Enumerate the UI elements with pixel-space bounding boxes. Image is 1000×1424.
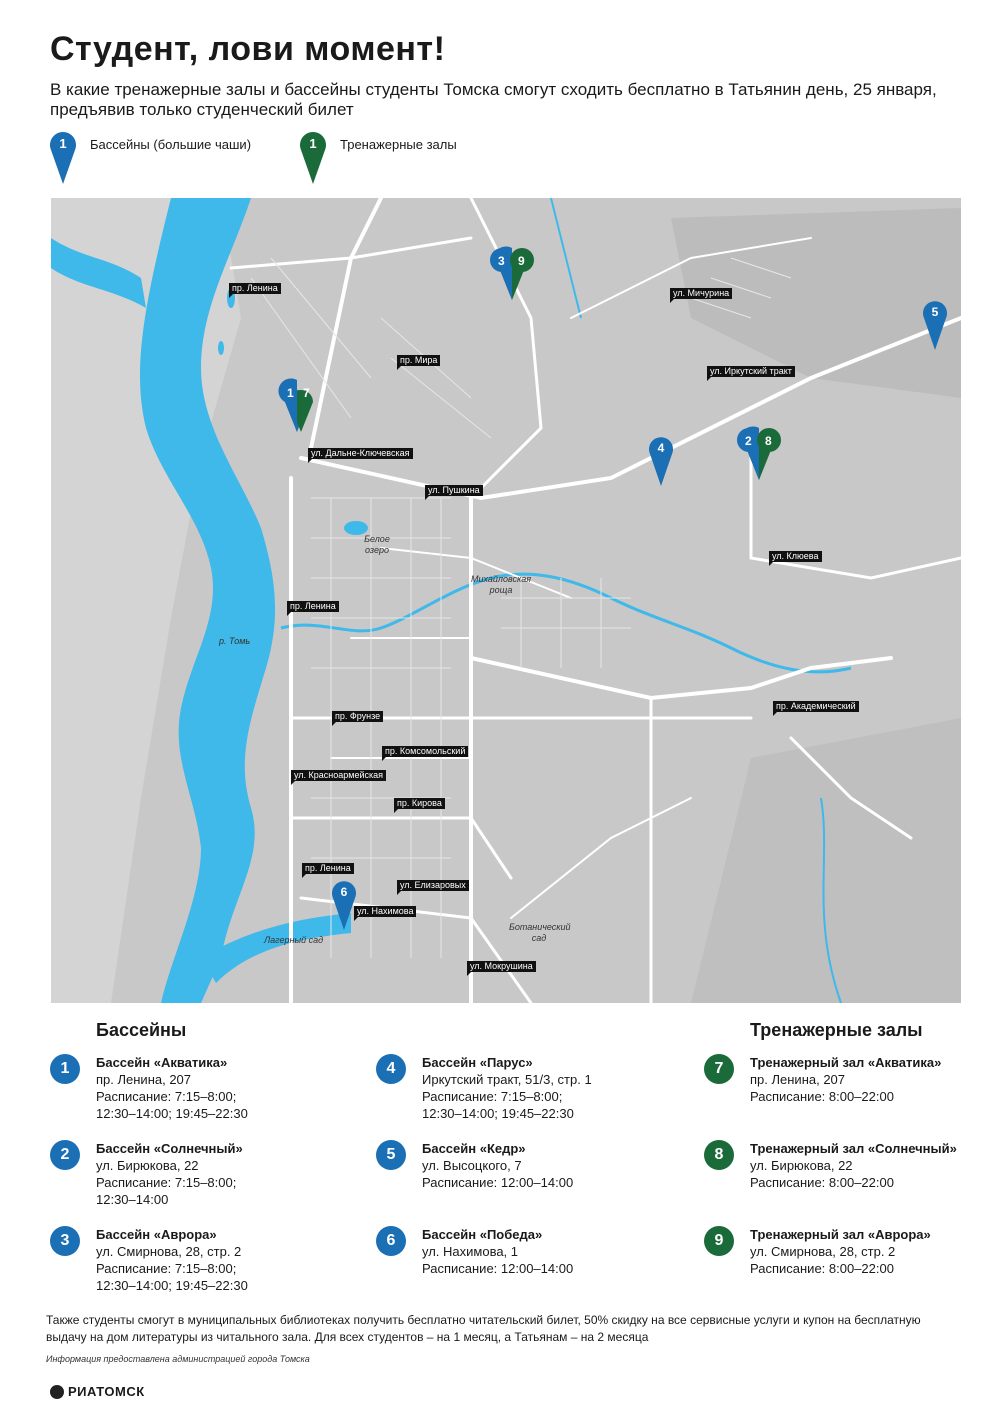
ria-tomsk-logo[interactable] xyxy=(50,1384,145,1399)
map-background xyxy=(51,198,961,1003)
street-label: пр. Ленина xyxy=(302,863,354,874)
svg-text:8: 8 xyxy=(765,434,772,448)
map-marker-5[interactable] xyxy=(923,298,947,350)
number-badge: 9 xyxy=(704,1226,734,1256)
street-label: пр. Ленина xyxy=(229,283,281,294)
logo-text: РИАТОМСК xyxy=(68,1384,145,1399)
street-label: пр. Фрунзе xyxy=(332,711,383,722)
venue-name: Бассейн «Парус» xyxy=(422,1055,533,1070)
venue-entry xyxy=(50,1054,340,1134)
venue-name: Тренажерный зал «Акватика» xyxy=(750,1055,942,1070)
venue-entry xyxy=(50,1226,340,1306)
street-label: ул. Дальне-Ключевская xyxy=(308,448,413,459)
blue-pin-icon xyxy=(50,130,76,184)
logo-icon xyxy=(50,1385,64,1399)
street-label: ул. Елизаровых xyxy=(397,880,469,891)
street-label: ул. Мокрушина xyxy=(467,961,536,972)
svg-text:1: 1 xyxy=(59,136,67,151)
footer-note: Также студенты смогут в муниципальных библиотеках получить бесплатно читательский билет, 50% скидку на все сервисные услуги и купон на бесплатную выдачу на дом литературы из читального зала. Для всех студентов – на 1 месяц, а Татьянам – на 2 месяца xyxy=(46,1313,921,1344)
venue-line: Расписание: 7:15–8:00; xyxy=(96,1175,237,1190)
venue-entry xyxy=(704,1140,994,1220)
venue-name: Бассейн «Кедр» xyxy=(422,1141,526,1156)
number-badge: 5 xyxy=(376,1140,406,1170)
venue-line: Расписание: 7:15–8:00; xyxy=(96,1089,237,1104)
venue-line: ул. Бирюкова, 22 xyxy=(750,1158,853,1173)
place-label: Лагерный сад xyxy=(264,935,324,945)
map-marker-6[interactable] xyxy=(332,878,356,930)
venue-entry xyxy=(50,1140,340,1220)
legend-pools-label: Бассейны (большие чаши) xyxy=(90,137,252,152)
street-label: ул. Мичурина xyxy=(670,288,732,299)
source-note: Информация предоставлена администрацией города Томска xyxy=(46,1354,310,1364)
page-subtitle: В какие тренажерные залы и бассейны студенты Томска смогут сходить бесплатно в Татьянин день, 25 января, предъявив только студенческий билет xyxy=(50,80,937,119)
venue-line: Расписание: 8:00–22:00 xyxy=(750,1089,894,1104)
street-label: ул. Нахимова xyxy=(354,906,416,917)
number-badge: 8 xyxy=(704,1140,734,1170)
street-label: пр. Мира xyxy=(397,355,440,366)
venue-entry xyxy=(376,1140,666,1220)
venue-name: Бассейн «Аврора» xyxy=(96,1227,217,1242)
venue-entry xyxy=(376,1226,666,1306)
venue-line: Расписание: 7:15–8:00; xyxy=(422,1089,563,1104)
venue-line: 12:30–14:00; 19:45–22:30 xyxy=(96,1278,248,1293)
venue-entry xyxy=(376,1054,666,1134)
venue-line: Расписание: 7:15–8:00; xyxy=(96,1261,237,1276)
venue-line: 12:30–14:00; 19:45–22:30 xyxy=(96,1106,248,1121)
venue-name: Бассейн «Солнечный» xyxy=(96,1141,243,1156)
street-label: пр. Ленина xyxy=(287,601,339,612)
venue-line: пр. Ленина, 207 xyxy=(750,1072,846,1087)
number-badge: 2 xyxy=(50,1140,80,1170)
svg-text:2: 2 xyxy=(745,434,752,448)
svg-text:5: 5 xyxy=(931,305,939,319)
number-badge: 1 xyxy=(50,1054,80,1084)
venue-line: 12:30–14:00 xyxy=(96,1192,169,1207)
svg-text:1: 1 xyxy=(287,386,294,400)
map-marker-4[interactable] xyxy=(649,434,673,486)
svg-text:3: 3 xyxy=(498,254,505,268)
page-title: Студент, лови момент! xyxy=(50,30,446,68)
street-label: ул. Красноармейская xyxy=(291,770,386,781)
street-label: ул. Пушкина xyxy=(425,485,483,496)
venue-line: 12:30–14:00; 19:45–22:30 xyxy=(422,1106,574,1121)
venue-name: Бассейн «Победа» xyxy=(422,1227,543,1242)
venue-line: ул. Смирнова, 28, стр. 2 xyxy=(96,1244,242,1259)
svg-text:1: 1 xyxy=(309,136,317,151)
number-badge: 3 xyxy=(50,1226,80,1256)
street-label: пр. Кирова xyxy=(394,798,445,809)
number-badge: 7 xyxy=(704,1054,734,1084)
venue-line: ул. Смирнова, 28, стр. 2 xyxy=(750,1244,896,1259)
svg-text:4: 4 xyxy=(657,441,665,455)
venue-entry xyxy=(704,1054,994,1134)
venue-line: Расписание: 12:00–14:00 xyxy=(422,1175,574,1190)
section-title-gyms: Тренажерные залы xyxy=(750,1020,923,1040)
venue-line: Расписание: 8:00–22:00 xyxy=(750,1175,894,1190)
venue-line: пр. Ленина, 207 xyxy=(96,1072,192,1087)
place-label: Белое озеро xyxy=(364,534,390,555)
map-marker-3-9[interactable] xyxy=(488,246,538,302)
venue-line: Расписание: 12:00–14:00 xyxy=(422,1261,574,1276)
venue-line: ул. Бирюкова, 22 xyxy=(96,1158,199,1173)
number-badge: 4 xyxy=(376,1054,406,1084)
place-label: Михайловская роща xyxy=(470,574,532,595)
venue-entry xyxy=(704,1226,994,1306)
venue-line: Иркутский тракт, 51/3, стр. 1 xyxy=(422,1072,592,1087)
green-pin-icon xyxy=(300,130,326,184)
street-label: ул. Клюева xyxy=(769,551,822,562)
place-label: Ботанический сад xyxy=(509,922,571,943)
section-title-pools: Бассейны xyxy=(96,1020,187,1040)
street-label: пр. Комсомольский xyxy=(382,746,468,757)
map-marker-1-7[interactable] xyxy=(275,378,323,434)
svg-text:6: 6 xyxy=(340,885,348,899)
svg-text:7: 7 xyxy=(303,386,310,400)
legend-gyms-label: Тренажерные залы xyxy=(340,137,457,152)
map-marker-2-8[interactable] xyxy=(735,426,785,482)
venue-line: ул. Нахимова, 1 xyxy=(422,1244,519,1259)
venue-line: Расписание: 8:00–22:00 xyxy=(750,1261,894,1276)
venue-name: Тренажерный зал «Солнечный» xyxy=(750,1141,957,1156)
svg-text:9: 9 xyxy=(518,254,525,268)
number-badge: 6 xyxy=(376,1226,406,1256)
venue-line: ул. Высоцкого, 7 xyxy=(422,1158,522,1173)
place-label: р. Томь xyxy=(219,636,251,646)
street-label: пр. Академический xyxy=(773,701,859,712)
venue-name: Тренажерный зал «Аврора» xyxy=(750,1227,931,1242)
street-label: ул. Иркутский тракт xyxy=(707,366,795,377)
venue-name: Бассейн «Акватика» xyxy=(96,1055,228,1070)
city-map[interactable] xyxy=(51,198,961,1003)
